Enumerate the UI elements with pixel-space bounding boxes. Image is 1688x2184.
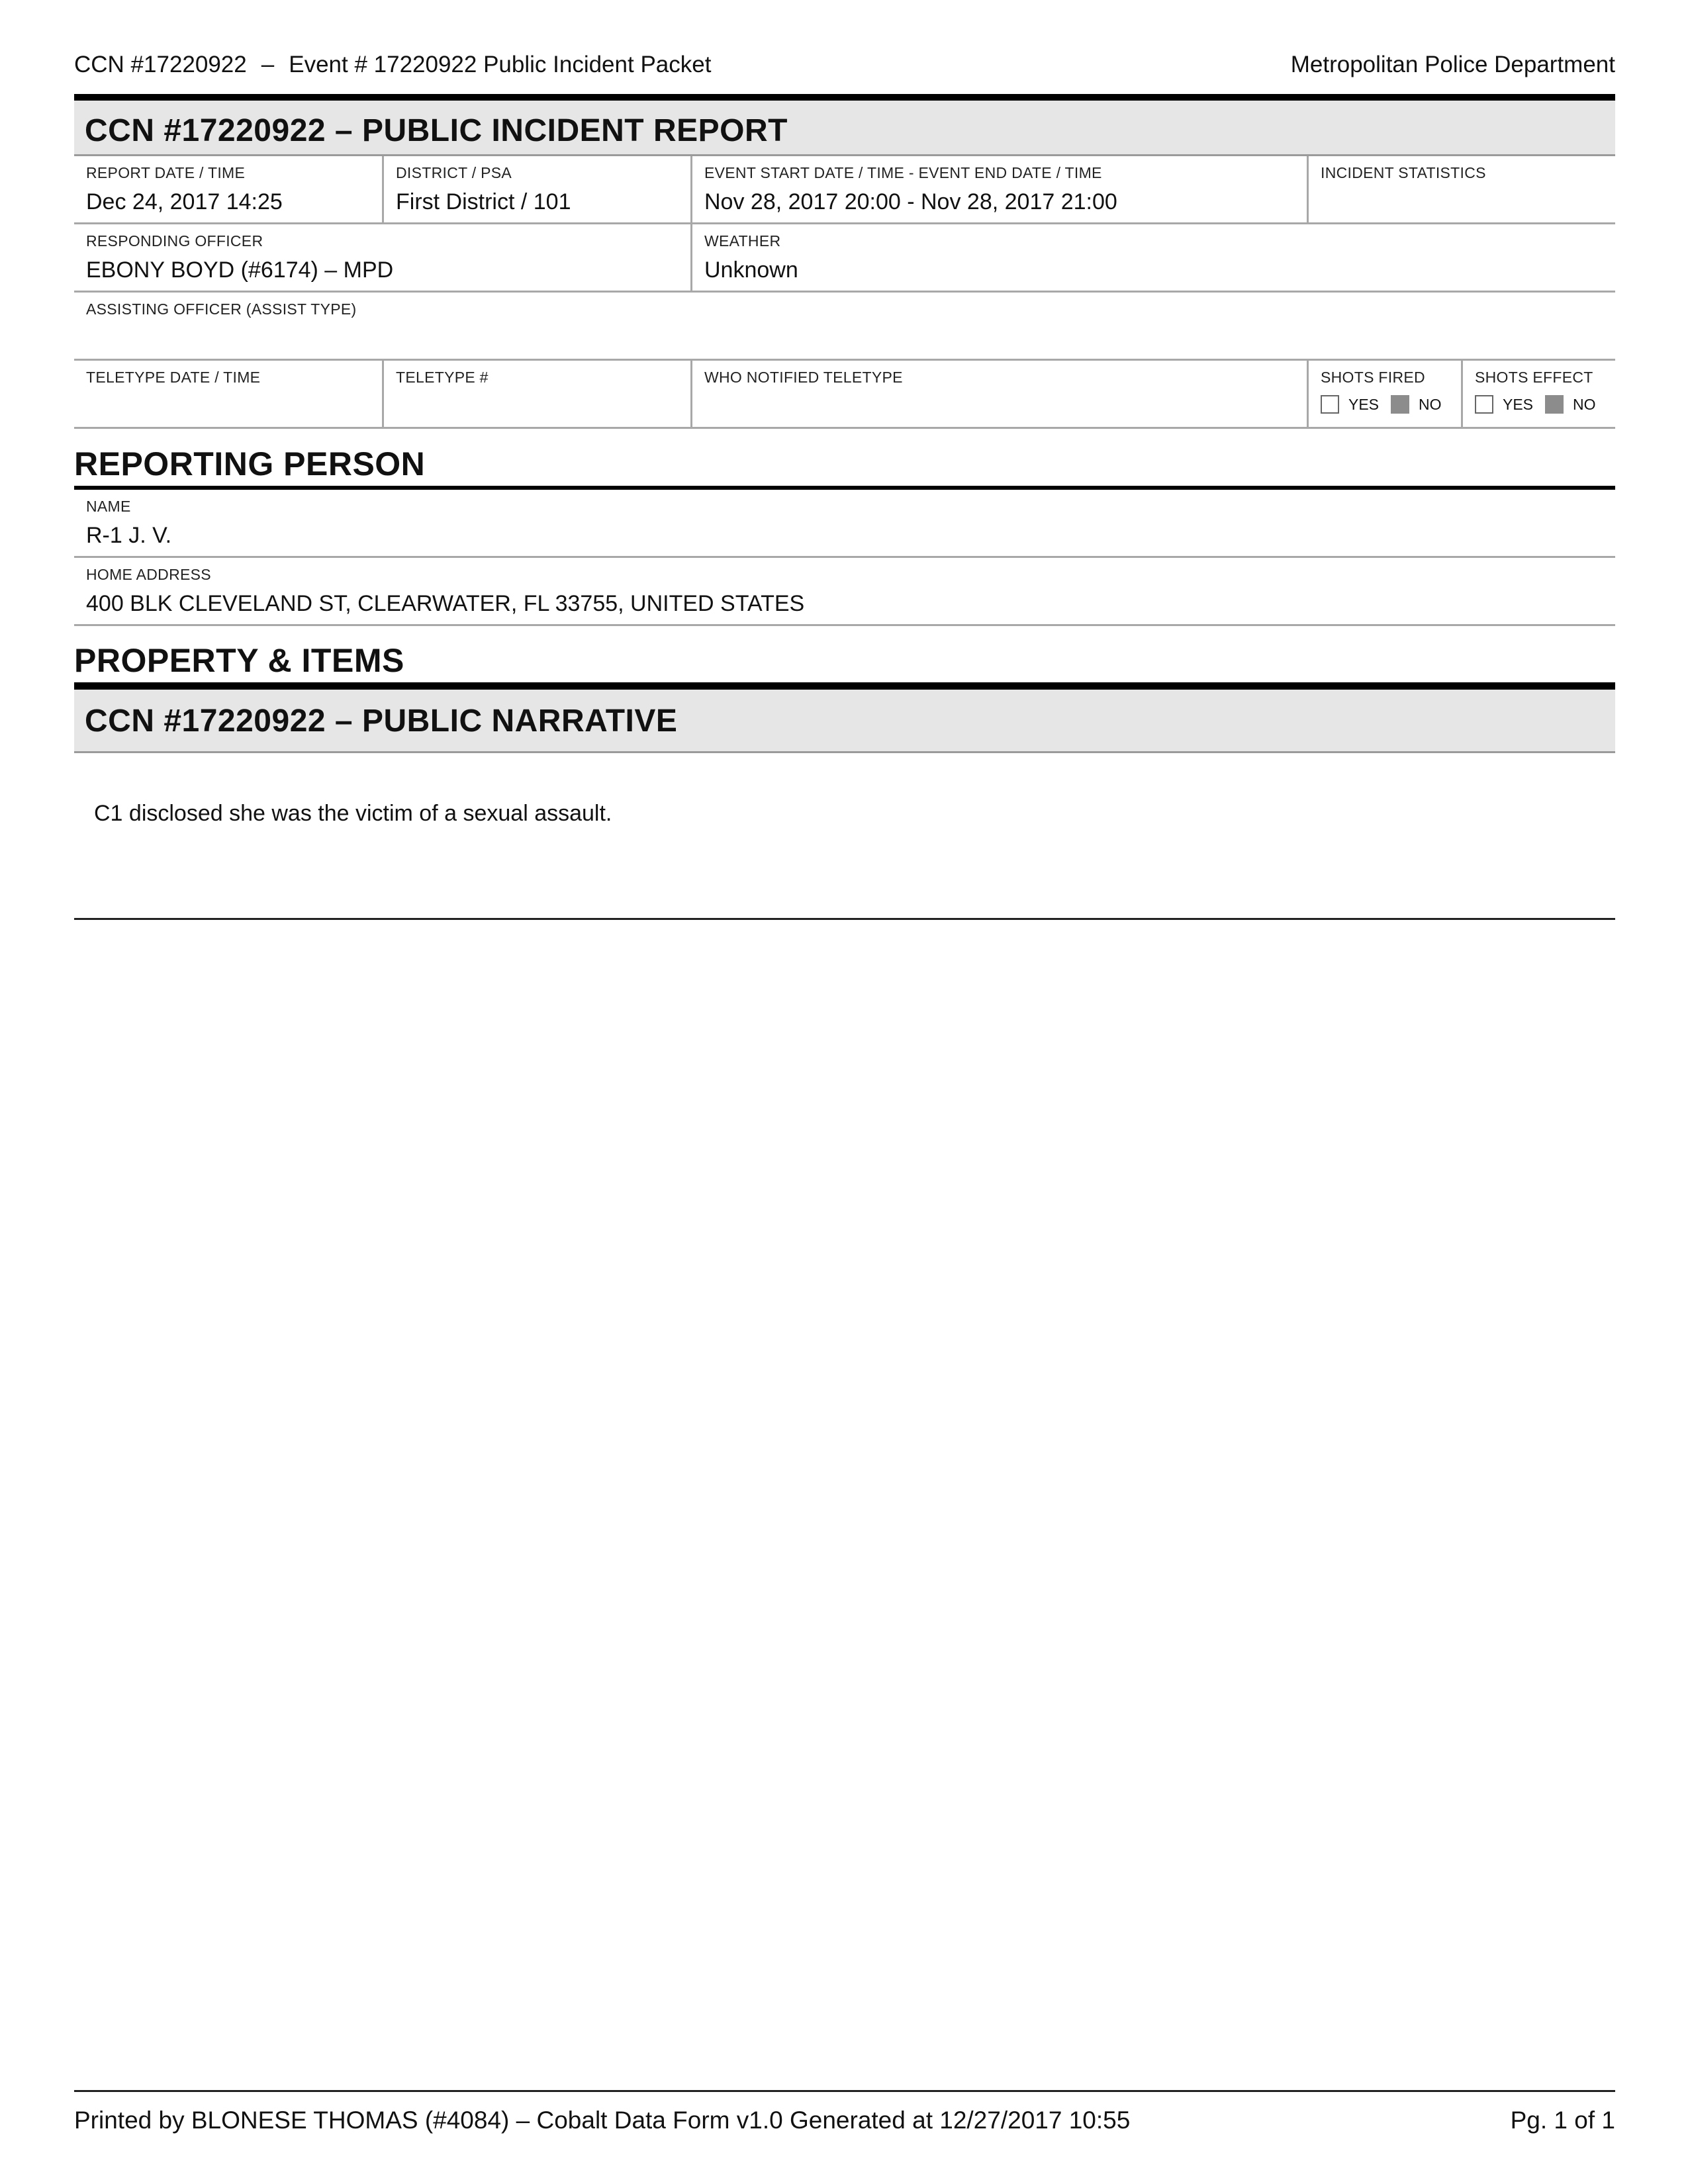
assisting-officer-label: ASSISTING OFFICER (ASSIST TYPE) <box>86 300 357 318</box>
report-row-3 <box>74 293 1615 361</box>
shots-fired-options <box>1321 395 1454 414</box>
shots-fired-no-checkbox[interactable] <box>1391 395 1409 414</box>
incident-statistics-label: INCIDENT STATISTICS <box>1321 164 1486 181</box>
weather-label: WEATHER <box>704 232 781 250</box>
property-heading-bar <box>74 626 1615 686</box>
report-row-2 <box>74 224 1615 293</box>
responding-officer-label: RESPONDING OFFICER <box>86 232 263 250</box>
responding-officer-value: EBONY BOYD (#6174) – MPD <box>86 257 394 283</box>
shots-effect-cell <box>1461 361 1615 427</box>
footer-printed-by: Printed by BLONESE THOMAS (#4084) – Cobalt Data Form v1.0 Generated at 12/27/2017 10:55 <box>74 2107 1131 2134</box>
weather-cell <box>690 224 1615 291</box>
header-department: Metropolitan Police Department <box>1290 52 1615 77</box>
reporting-person-address-label: HOME ADDRESS <box>86 566 211 583</box>
reporting-person-heading: REPORTING PERSON <box>74 445 426 482</box>
incident-statistics-cell <box>1307 156 1615 222</box>
report-date-value: Dec 24, 2017 14:25 <box>86 189 283 214</box>
property-heading: PROPERTY & ITEMS <box>74 642 404 679</box>
event-dates-label: EVENT START DATE / TIME - EVENT END DATE / TIME <box>704 164 1102 181</box>
report-row-4 <box>74 361 1615 429</box>
event-dates-value: Nov 28, 2017 20:00 - Nov 28, 2017 21:00 <box>704 189 1117 214</box>
teletype-date-label: TELETYPE DATE / TIME <box>86 369 261 386</box>
narrative-text: C1 disclosed she was the victim of a sexual assault. <box>94 801 612 826</box>
teletype-date-cell <box>74 361 382 427</box>
incident-report-title: CCN #17220922 – PUBLIC INCIDENT REPORT <box>85 113 788 148</box>
shots-fired-cell <box>1307 361 1461 427</box>
incident-report-grid <box>74 156 1615 429</box>
running-header-left <box>74 46 711 83</box>
teletype-number-label: TELETYPE # <box>396 369 489 386</box>
shots-fired-yes-label: YES <box>1348 395 1380 413</box>
who-notified-cell <box>690 361 1307 427</box>
teletype-number-cell <box>382 361 690 427</box>
responding-officer-cell <box>74 224 690 291</box>
shots-effect-no-label: NO <box>1573 395 1596 413</box>
report-row-1 <box>74 156 1615 224</box>
narrative-title-bar <box>74 686 1615 753</box>
running-header <box>74 46 1615 83</box>
incident-report-title-bar <box>74 94 1615 156</box>
shots-effect-yes-checkbox[interactable] <box>1475 395 1493 414</box>
shots-effect-no-checkbox[interactable] <box>1545 395 1564 414</box>
weather-value: Unknown <box>704 257 798 283</box>
header-event: Event # 17220922 Public Incident Packet <box>289 52 712 77</box>
page-footer <box>74 2090 1615 2145</box>
reporting-person-heading-bar <box>74 429 1615 490</box>
footer-page-number: Pg. 1 of 1 <box>1510 2107 1615 2134</box>
reporting-person-address-value: 400 BLK CLEVELAND ST, CLEARWATER, FL 33755, UNITED STATES <box>86 591 805 616</box>
reporting-person-address-cell <box>74 558 1615 624</box>
who-notified-label: WHO NOTIFIED TELETYPE <box>704 369 903 386</box>
reporting-person-name-value: R-1 J. V. <box>86 523 172 548</box>
header-separator: – <box>261 52 275 77</box>
report-date-cell <box>74 156 382 222</box>
narrative-title: CCN #17220922 – PUBLIC NARRATIVE <box>85 704 678 739</box>
shots-fired-label: SHOTS FIRED <box>1321 369 1425 386</box>
report-date-label: REPORT DATE / TIME <box>86 164 246 181</box>
reporting-person-address-row <box>74 558 1615 626</box>
district-cell <box>382 156 690 222</box>
district-value: First District / 101 <box>396 189 571 214</box>
document-page <box>74 0 1615 2184</box>
shots-effect-label: SHOTS EFFECT <box>1475 369 1593 386</box>
district-label: DISTRICT / PSA <box>396 164 512 181</box>
reporting-person-name-row <box>74 490 1615 558</box>
shots-fired-no-label: NO <box>1419 395 1442 413</box>
shots-effect-yes-label: YES <box>1503 395 1534 413</box>
assisting-officer-cell <box>74 293 1615 359</box>
event-dates-cell <box>690 156 1307 222</box>
narrative-body <box>74 753 1615 920</box>
shots-effect-options <box>1475 395 1608 414</box>
header-ccn: CCN #17220922 <box>74 52 247 77</box>
incident-report-section <box>74 94 1615 920</box>
reporting-person-grid <box>74 490 1615 626</box>
shots-fired-yes-checkbox[interactable] <box>1321 395 1339 414</box>
reporting-person-name-label: NAME <box>86 498 131 515</box>
reporting-person-name-cell <box>74 490 1615 556</box>
